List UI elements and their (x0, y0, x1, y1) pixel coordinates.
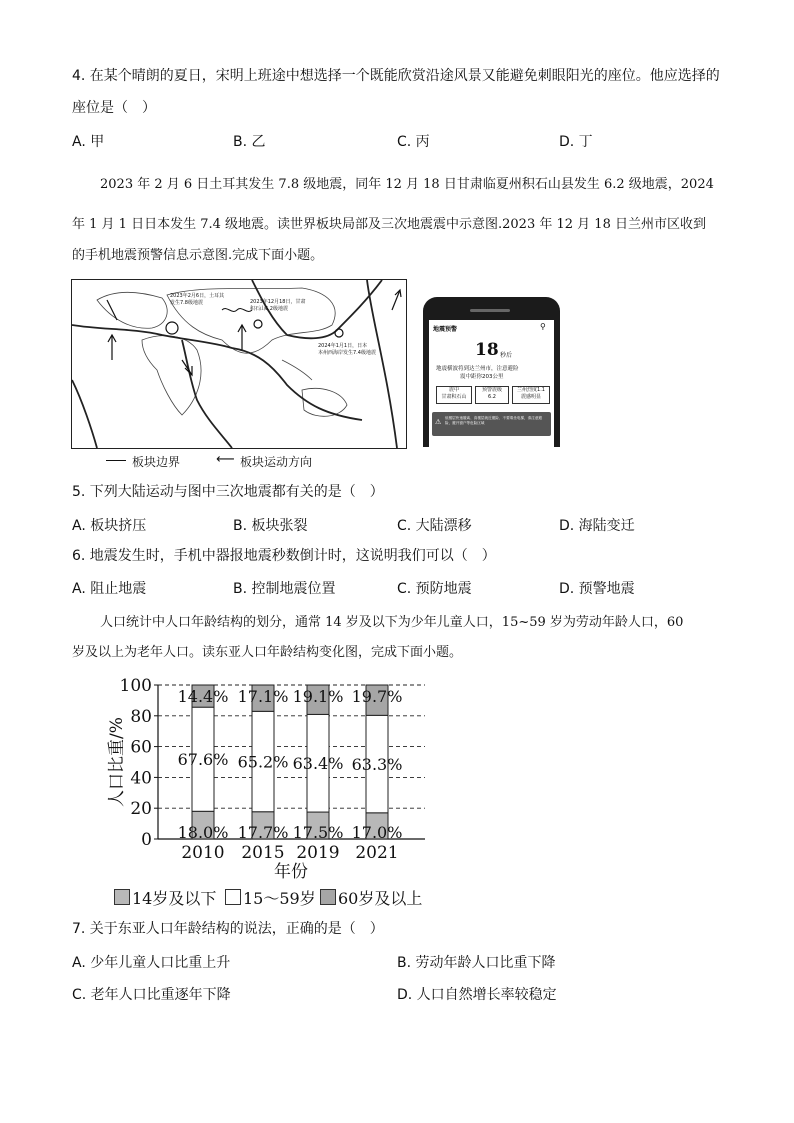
q7-option-b[interactable]: B. 劳动年龄人口比重下降 (397, 955, 556, 971)
q5-option-d[interactable]: D. 海陆变迁 (559, 518, 635, 534)
q4-option-c[interactable]: C. 丙 (397, 134, 430, 150)
phone-box-epicenter: 震中 甘肃积石山 (436, 386, 472, 404)
population-chart (95, 672, 440, 912)
plate-map-drawing (72, 280, 406, 448)
legend-working-swatch (225, 889, 241, 905)
phone-box-magnitude: 预警震级 6.2 (475, 386, 509, 404)
legend-young-label: 14岁及以下 (132, 889, 217, 908)
phone-countdown: 18 (475, 340, 499, 360)
x-tick-label-2010: 2010 (181, 843, 225, 863)
bar-label-2015-s2: 17.1% (237, 687, 289, 706)
bar-label-2010-s1: 67.6% (177, 750, 229, 770)
phone-speaker (470, 309, 510, 312)
q4-stem-line2: 座位是（ ） (72, 100, 156, 116)
bar-label-2019-s1: 63.4% (292, 754, 344, 774)
x-tick-label-2019: 2019 (296, 843, 340, 863)
x-axis-label: 年份 (274, 862, 308, 882)
passage2-line2: 岁及以上为老年人口。读东亚人口年龄结构变化图，完成下面小题。 (72, 645, 463, 660)
bar-label-2019-s2: 19.1% (292, 687, 344, 706)
location-pin-icon: ⚲ (540, 322, 546, 331)
q5-option-b[interactable]: B. 板块张裂 (233, 518, 308, 534)
bar-label-2021-s0: 17.0% (351, 823, 403, 842)
y-tick-label-40: 40 (130, 768, 152, 789)
map-label-gansu-2: 积石山6.2级地震 (250, 306, 288, 312)
plate-map (71, 279, 407, 449)
legend-old-label: 60岁及以上 (338, 889, 423, 908)
bar-label-2010-s0: 18.0% (177, 823, 229, 842)
phone-msg2: 震中距你203公里 (460, 374, 504, 380)
phone-warning-text: 低楼层快速撤离、高楼层就近避险、不要乘坐电梯，请注意避险，避开窗户等危险区域 (445, 416, 543, 425)
q6-option-b[interactable]: B. 控制地震位置 (233, 581, 336, 597)
y-tick-label-20: 20 (130, 799, 152, 820)
q6-option-c[interactable]: C. 预防地震 (397, 581, 472, 597)
bar-label-2019-s0: 17.5% (292, 823, 344, 842)
passage1-line2: 年 1 月 1 日日本发生 7.4 级地震。读世界板块局部及三次地震震中示意图.2023 年 12 月 18 日兰州市区收到 (72, 217, 706, 232)
q6-option-a[interactable]: A. 阻止地震 (72, 581, 147, 597)
legend-arrow-icon: ⟵ (216, 452, 235, 467)
map-label-japan-2: 本州西海岸发生7.4级地震 (318, 350, 376, 356)
map-label-japan-1: 2024年1月1日，日本 (318, 343, 368, 349)
phone-box-intensity: 兰州烈度1.1 震感明显 (512, 386, 550, 404)
legend-old-swatch (320, 889, 336, 905)
q7-stem: 7. 关于东亚人口年龄结构的说法，正确的是（ ） (72, 921, 384, 937)
map-label-turkey-2: 发生7.8级地震 (170, 300, 203, 306)
q4-stem-line1: 4. 在某个晴朗的夏日，宋明上班途中想选择一个既能欣赏沿途风景又能避免刺眼阳光的座位。他应选择的 (72, 68, 720, 84)
y-axis-label: 人口比重/% (107, 717, 127, 807)
q7-option-d[interactable]: D. 人口自然增长率较稳定 (397, 987, 557, 1003)
legend-young-swatch (114, 889, 130, 905)
map-label-gansu-1: 2023年12月18日，甘肃 (250, 299, 306, 305)
passage2-line1: 人口统计中人口年龄结构的划分，通常 14 岁及以下为少年儿童人口，15~59 岁为劳动年龄人口，60 (100, 615, 684, 630)
legend-boundary-label: 板块边界 (132, 455, 181, 469)
warning-icon: ⚠ (435, 418, 442, 426)
y-tick-label-60: 60 (130, 737, 152, 758)
legend-boundary-line (106, 460, 126, 461)
q5-stem: 5. 下列大陆运动与图中三次地震都有关的是（ ） (72, 484, 384, 500)
bar-label-2021-s1: 63.3% (351, 755, 403, 775)
q6-option-d[interactable]: D. 预警地震 (559, 581, 635, 597)
legend-working-label: 15～59岁 (243, 889, 316, 908)
x-tick-label-2015: 2015 (241, 843, 285, 863)
bar-label-2015-s1: 65.2% (237, 752, 289, 772)
q4-option-b[interactable]: B. 乙 (233, 134, 266, 150)
y-tick-label-80: 80 (130, 706, 152, 727)
q6-stem: 6. 地震发生时，手机中器报地震秒数倒计时，这说明我们可以（ ） (72, 548, 496, 564)
bar-label-2010-s2: 14.4% (177, 687, 229, 706)
x-tick-label-2021: 2021 (355, 843, 399, 863)
y-tick-label-100: 100 (119, 676, 152, 696)
map-label-turkey-1: 2023年2月6日，土耳其 (170, 293, 225, 299)
passage1-line1: 2023 年 2 月 6 日土耳其发生 7.8 级地震，同年 12 月 18 日甘肃临夏州积石山县发生 6.2 级地震，2024 (100, 177, 714, 192)
q7-option-a[interactable]: A. 少年儿童人口比重上升 (72, 955, 231, 971)
phone-msg1: 地震横波将到达兰州市，注意避险 (436, 366, 519, 372)
q4-option-a[interactable]: A. 甲 (72, 134, 105, 150)
q7-option-c[interactable]: C. 老年人口比重逐年下降 (72, 987, 231, 1003)
q5-option-c[interactable]: C. 大陆漂移 (397, 518, 472, 534)
passage1-line3: 的手机地震预警信息示意图.完成下面小题。 (72, 248, 324, 263)
q4-option-d[interactable]: D. 丁 (559, 134, 593, 150)
bar-label-2015-s0: 17.7% (237, 823, 289, 842)
q5-option-a[interactable]: A. 板块挤压 (72, 518, 147, 534)
phone-countdown-unit: 秒后 (500, 352, 513, 359)
phone-header: 地震预警 (433, 326, 458, 333)
bar-label-2021-s2: 19.7% (351, 687, 403, 706)
y-tick-label-0: 0 (141, 830, 152, 850)
legend-motion-label: 板块运动方向 (240, 455, 313, 469)
